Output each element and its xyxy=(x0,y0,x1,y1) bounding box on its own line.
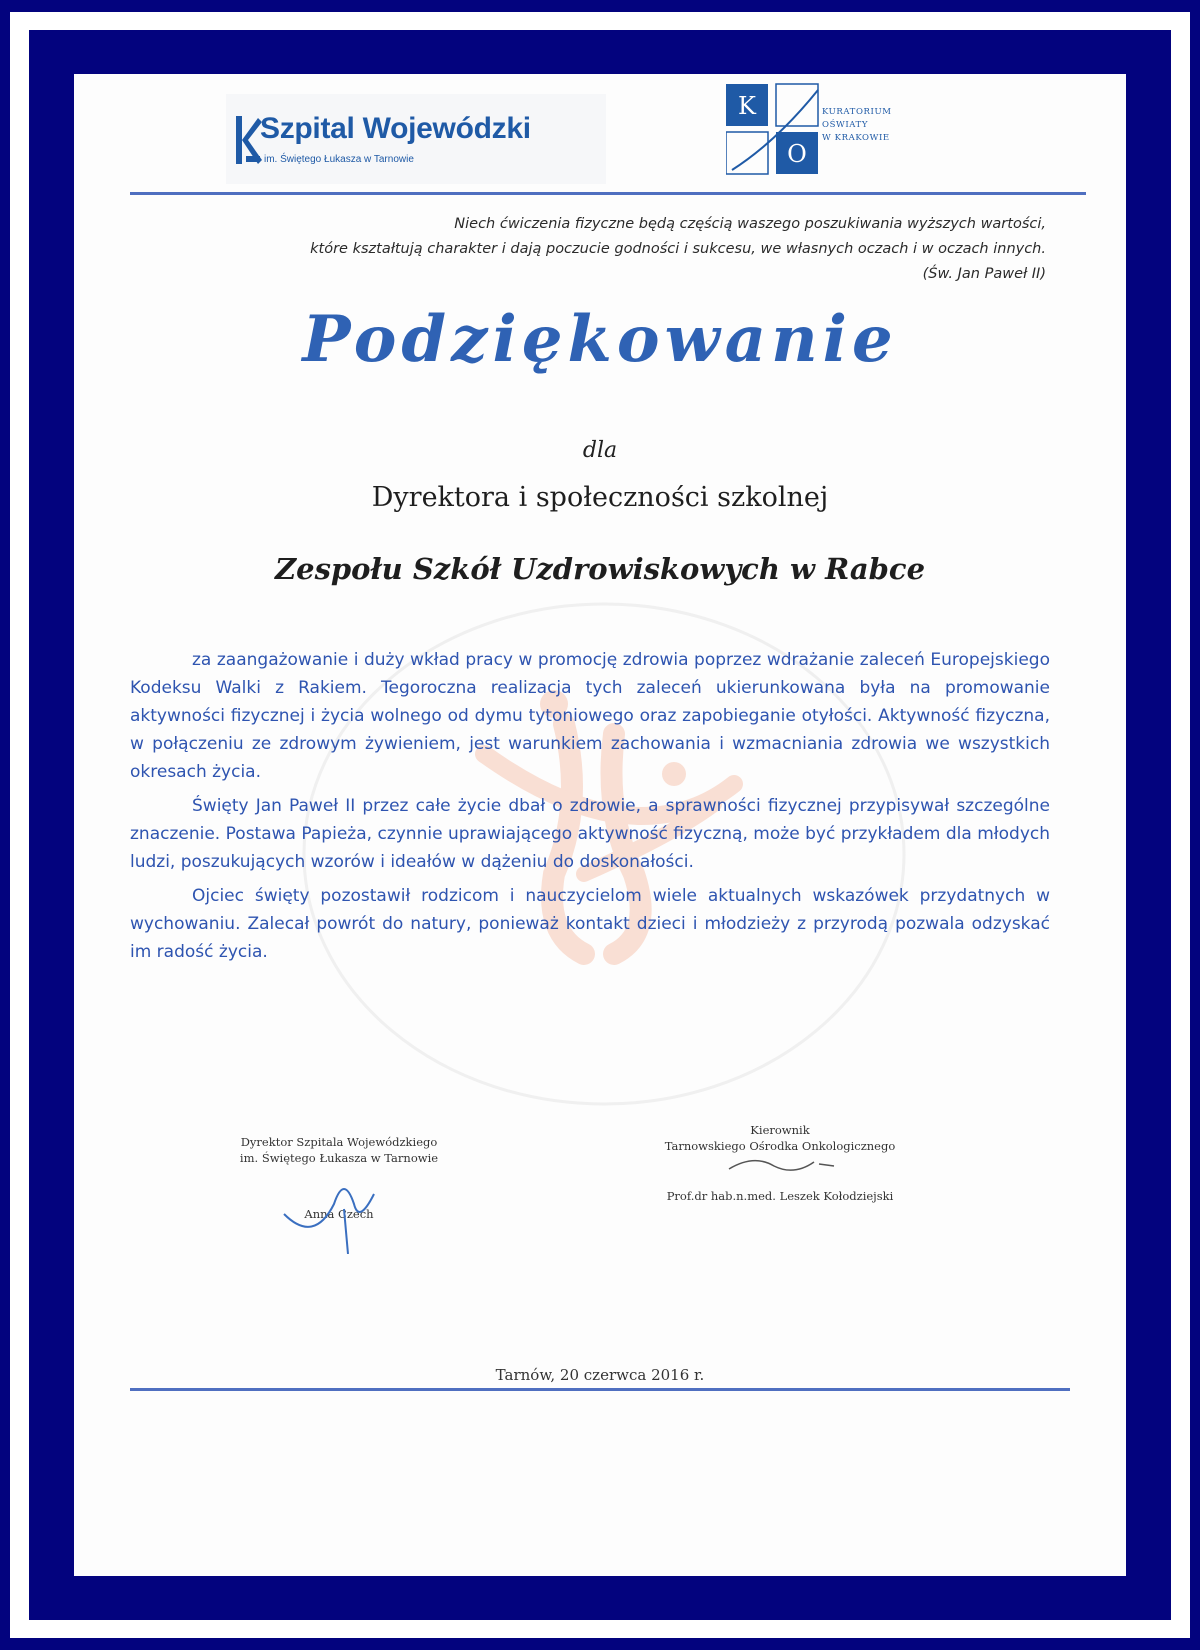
body-paragraph-1: za zaangażowanie i duży wkład pracy w promocję zdrowia poprzez wdrażanie zaleceń Europejskiego Kodeksu Walki z Rakiem. Tegoroczna realizacja tych zaleceń ukierunkowana była na promowanie aktywności fizycznej i życia wolnego od dymu tytoniowego oraz zapobieganie otyłości. Aktywność fizyczna, w połączeniu ze zdrowym żywieniem, jest warunkiem zachowania i wzmacniania zdrowia we wszystkich okresach życia. xyxy=(130,650,1050,782)
kuratorium-text xyxy=(822,106,892,145)
kuratorium-line-3: W KRAKOWIE xyxy=(822,133,890,143)
hospital-logo xyxy=(226,94,606,184)
certificate-page xyxy=(74,74,1126,1576)
kuratorium-logo xyxy=(726,82,926,182)
ko-letter-o: O xyxy=(787,140,807,168)
quote-line-2: które kształtują charakter i dają poczucie godności i sukcesu, we własnych oczach i w oczach innych. xyxy=(310,241,1046,257)
sig-right-name: Prof.dr hab.n.med. Leszek Kołodziejski xyxy=(666,1189,894,1203)
kuratorium-line-2: OŚWIATY xyxy=(822,120,869,130)
papal-quote xyxy=(310,212,1046,287)
sig-left-name: Anna Czech xyxy=(304,1207,374,1221)
handwritten-signature-right xyxy=(724,1144,844,1184)
quote-author: (Św. Jan Paweł II) xyxy=(922,266,1046,282)
ko-letter-k: K xyxy=(738,92,756,120)
sig-right-title-2: Tarnowskiego Ośrodka Onkologicznego xyxy=(664,1139,896,1153)
hospital-name: Szpital Wojewódzki xyxy=(260,112,531,145)
sig-right-title-1: Kierownik xyxy=(750,1123,810,1137)
body-paragraph-3: Ojciec święty pozostawił rodzicom i nauczycielom wiele aktualnych wskazówek przydatnych w wychowaniu. Zalecał powrót do natury, ponieważ kontakt dzieci i młodzieży z przyrodą pozwala odzyskać im radość życia. xyxy=(130,886,1050,962)
certificate-body xyxy=(130,646,1050,972)
issue-date: Tarnów, 20 czerwca 2016 r. xyxy=(495,1366,705,1384)
footer-divider xyxy=(130,1388,1070,1391)
hospital-subtitle: im. Świętego Łukasza w Tarnowie xyxy=(264,154,414,165)
header-divider xyxy=(130,192,1086,195)
sig-left-title-1: Dyrektor Szpitala Wojewódzkiego xyxy=(240,1135,438,1149)
recipient-line: Dyrektora i społeczności szkolnej xyxy=(371,482,829,513)
kuratorium-line-1: KURATORIUM xyxy=(822,107,892,117)
certificate-title: Podziękowanie xyxy=(302,302,898,377)
sig-left-title-2: im. Świętego Łukasza w Tarnowie xyxy=(239,1151,439,1165)
body-paragraph-2: Święty Jan Paweł II przez całe życie dbał o zdrowie, a sprawności fizycznej przypisywał szczególne znaczenie. Postawa Papieża, czynnie uprawiającego aktywność fizyczną, może być przykładem dla młodych ludzi, poszukujących wzorów i ideałów w dążeniu do doskonałości. xyxy=(130,796,1050,872)
handwritten-signature-left xyxy=(274,1154,404,1254)
ko-logo-icon xyxy=(726,82,826,177)
quote-line-1: Niech ćwiczenia fizyczne będą częścią waszego poszukiwania wyższych wartości, xyxy=(454,216,1046,232)
dla-label: dla xyxy=(582,438,618,463)
school-name: Zespołu Szkół Uzdrowiskowych w Rabce xyxy=(274,552,926,586)
